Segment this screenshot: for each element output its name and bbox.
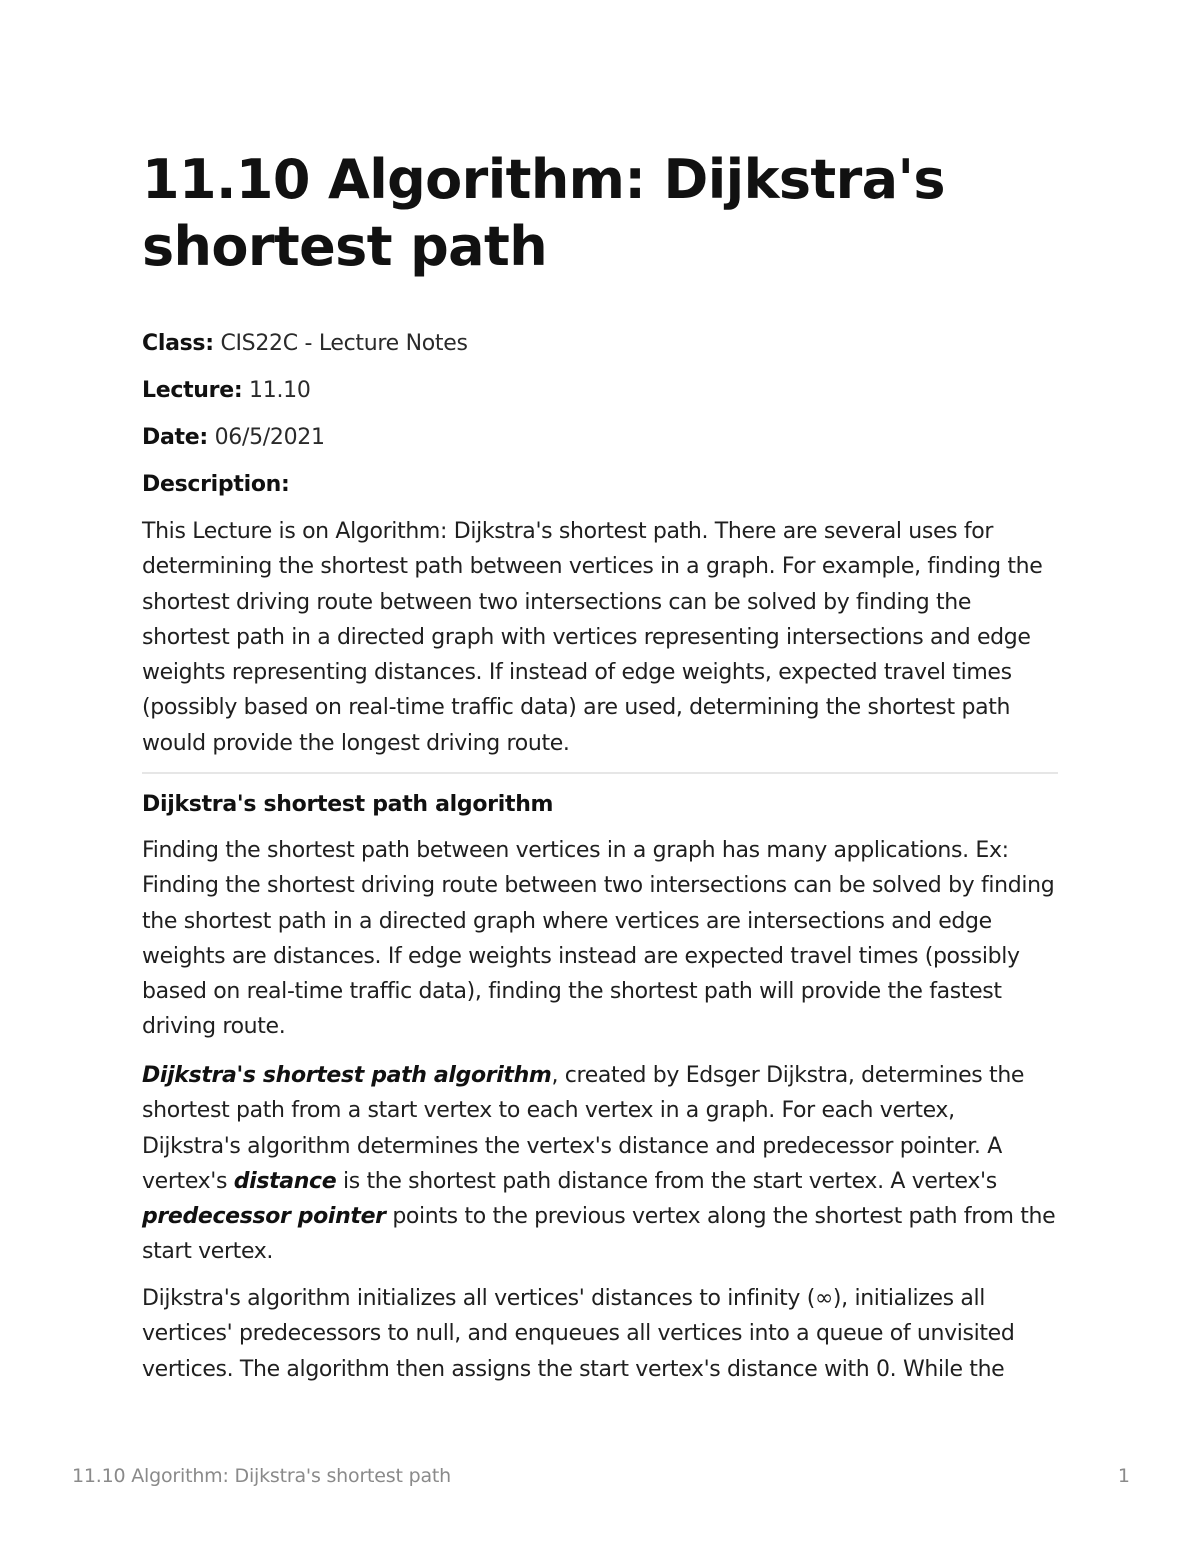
meta-date-label: Date [142,425,200,450]
description-text: This Lecture is on Algorithm: Dijkstra's shortest path. There are several uses for determining the shortest path between vertices in a graph. For example, finding the shortest driving route between two intersections can be solved by finding the shortest path in a directed graph with vertices representing intersections and edge weights representing distances. If instead of edge weights, expected travel times (possibly based on real-time traffic data) are used, determining the shortest path would provide the longest driving route. [142,519,1043,756]
paragraph-definition: Dijkstra's shortest path algorithm, created by Edsger Dijkstra, determines the shortest path from a start vertex to each vertex in a graph. For each vertex, Dijkstra's algorithm determines the vertex's distance and predecessor pointer. A vertex's distance is the shortest path distance from the start vertex. A vertex's predecessor pointer points to the previous vertex along the shortest path from the start vertex. [142,1063,1056,1265]
term-distance: distance [233,1168,337,1194]
meta-lecture-label: Lecture [142,378,234,403]
term-dijkstra: Dijkstra's shortest path algorithm [142,1063,552,1088]
paragraph-initialization: Dijkstra's algorithm initializes all vertices' distances to infinity (∞), initializes all vertices' predecessors to null, and enqueues all vertices into a queue of unvisited vertices. The algorithm then assigns the start vertex's distance with 0. While the [142,1286,1015,1382]
meta-description: Description: [142,472,290,497]
meta-class-value: CIS22C - Lecture Notes [220,331,468,356]
page-title: 11.10 Algorithm: Dijkstra's shortest path [142,148,945,278]
term-predecessor-pointer: predecessor pointer [142,1204,386,1230]
footer-page-number: 1 [1117,1465,1130,1487]
meta-lecture: Lecture: 11.10 [142,378,311,403]
section-divider [142,772,1058,774]
meta-lecture-value: 11.10 [249,378,311,403]
section-heading: Dijkstra's shortest path algorithm [142,792,554,817]
meta-class-label: Class [142,331,206,356]
paragraph-applications: Finding the shortest path between vertices in a graph has many applications. Ex: Finding the shortest driving route between two intersections can be solved by finding the shortest path in a directed graph where vertices are intersections and edge weights are distances. If edge weights instead are expected travel times (possibly based on real-time traffic data), finding the shortest path will provide the fastest driving route. [142,838,1055,1040]
footer-title: 11.10 Algorithm: Dijkstra's shortest path [72,1465,451,1487]
meta-description-label: Description [142,472,281,497]
meta-date: Date: 06/5/2021 [142,425,325,450]
meta-date-value: 06/5/2021 [214,425,325,450]
meta-class: Class: CIS22C - Lecture Notes [142,331,468,356]
